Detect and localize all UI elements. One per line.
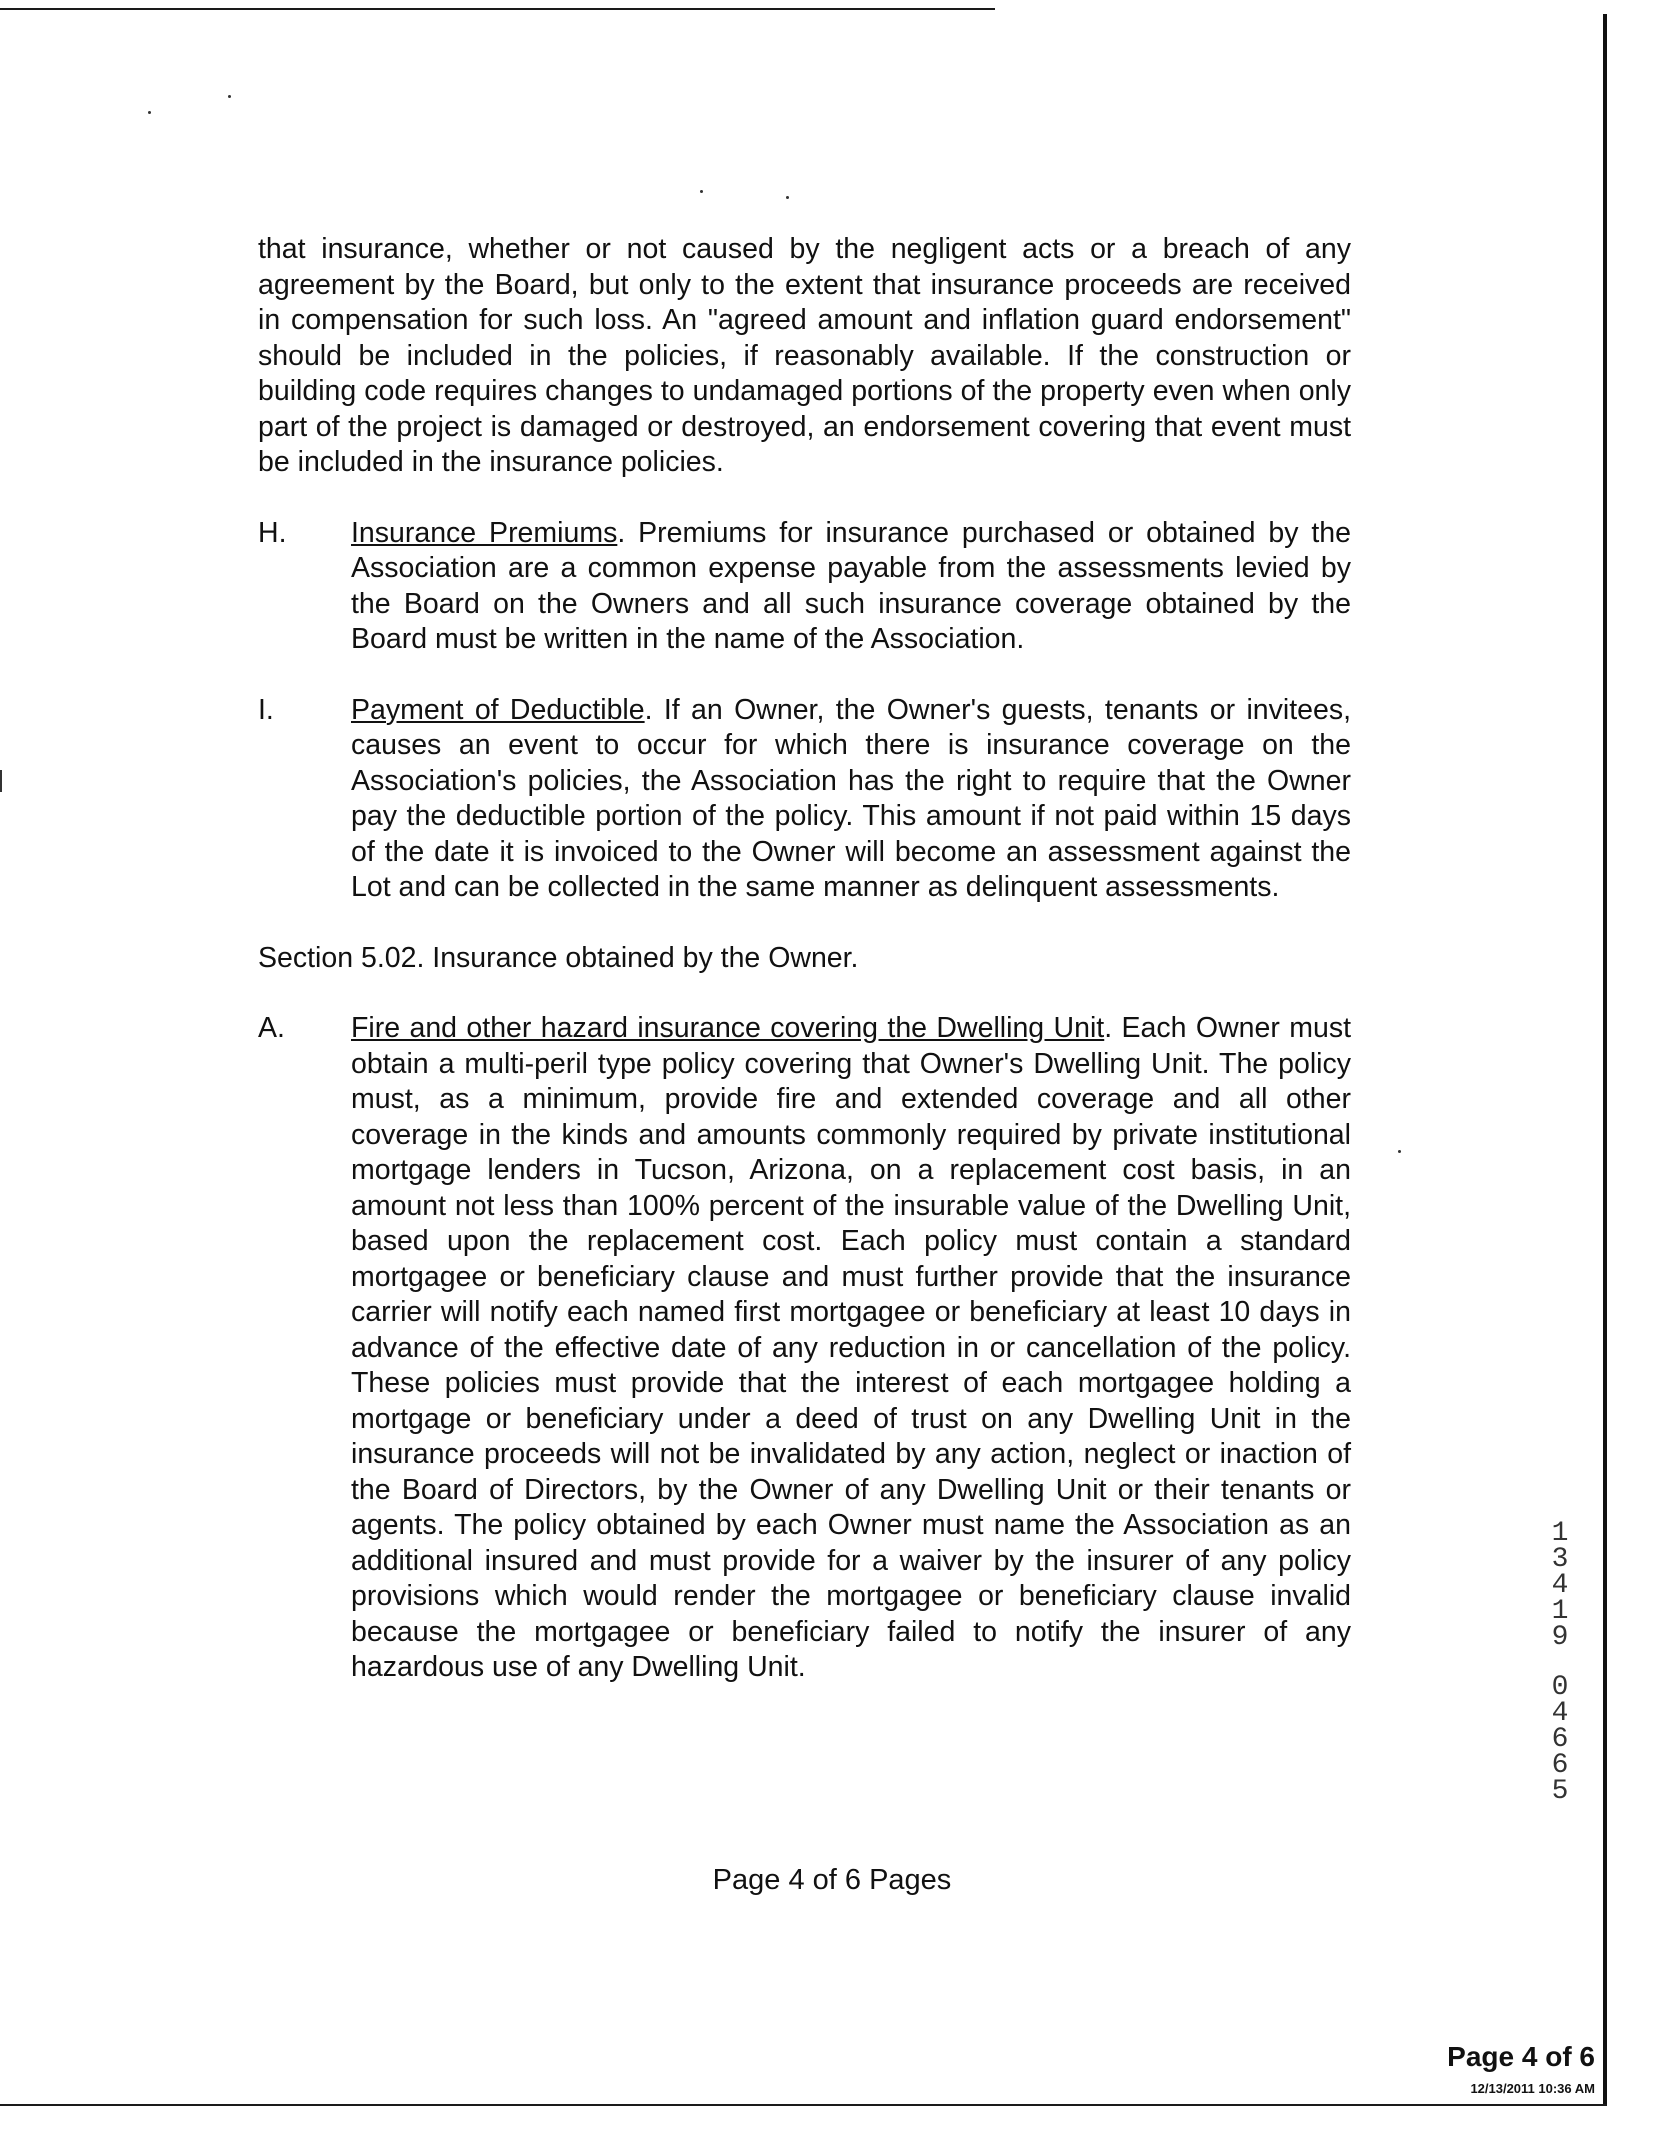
stamp-char: 0 bbox=[1551, 1672, 1569, 1703]
scan-edge-left-mark bbox=[0, 770, 2, 792]
scan-edge-right-rule bbox=[1603, 14, 1607, 2104]
item-a-heading: Fire and other hazard insurance covering the Dwelling Unit bbox=[351, 1012, 1105, 1044]
item-i-text: . If an Owner, the Owner's guests, tenants or invitees, causes an event to occur for which there is insurance coverage on the Association's policies, the Association has the right to require that the Owner pay the deductible portion of the policy. This amount if not paid within 15 days of the date it is invoiced to the Owner will become an assessment against the Lot and can be collected in the same manner as delinquent assessments. bbox=[351, 693, 1351, 903]
item-i-payment-of-deductible bbox=[258, 693, 1351, 906]
item-h-text: . Premiums for insurance purchased or obtained by the Association are a common expense payable from the assessments levied by the Board on the Owners and all such insurance coverage obtained by the Board must be written in the name of the Association. bbox=[351, 516, 1352, 655]
scan-edge-bottom-rule bbox=[0, 2104, 1607, 2106]
scan-speck bbox=[228, 95, 231, 98]
item-a-marker: A. bbox=[258, 1012, 285, 1044]
scan-speck bbox=[148, 111, 151, 114]
section-heading: Section 5.02. Insurance obtained by the Owner. bbox=[258, 941, 859, 974]
item-h-marker: H. bbox=[258, 516, 287, 549]
stamp-char: 1 bbox=[1551, 1596, 1569, 1627]
scan-edge-top-rule bbox=[0, 8, 995, 10]
item-a-text: . Each Owner must obtain a multi-peril type policy covering that Owner's Dwelling Unit. The policy must, as a minimum, provide fire and extended coverage and all other coverage in the kinds and amounts commonly required by private institutional mortgage lenders in Tucson, Arizona, on a replacement cost basis, in an amount not less than 100% percent of the insurable value of the Dwelling Unit, based upon the replacement cost. Each policy must contain a standard mortgagee or beneficiary clause and must further provide that the insurance carrier will notify each named first mortgagee or beneficiary at least 10 days in advance of the effective date of any reduction in or cancellation of the policy. These policies must provide that the interest of each mortgagee holding a mortgage or beneficiary under a deed of trust on any Dwelling Unit in the insurance proceeds will not be invalidated by any action, neglect or inaction of the Board of Directors, by the Owner of any Dwelling Unit or their tenants or agents. The policy obtained by each Owner must name the Association as an additional insured and must provide for a waiver by the insurer of any policy provisions which would render the mortgagee or beneficiary clause invalid because the mortgagee or beneficiary failed to notify the insurer of any hazardous use of any Dwelling Unit. bbox=[351, 1012, 1352, 1683]
stamp-char: 4 bbox=[1551, 1698, 1569, 1729]
stamp-char: 3 bbox=[1551, 1544, 1569, 1575]
item-a-fire-hazard-insurance bbox=[258, 1011, 1351, 1686]
paragraph-continuation: that insurance, whether or not caused by the negligent acts or a breach of any agreement by the Board, but only to the extent that insurance proceeds are received in compensation for such loss. An "agreed amount and inflation guard endorsement" should be included in the policies, if reasonably available. If the construction or building code requires changes to undamaged portions of the property even when only part of the project is damaged or destroyed, an endorsement covering that event must be included in the insurance policies. bbox=[258, 233, 1351, 478]
stamp-char: 5 bbox=[1551, 1776, 1569, 1807]
fax-timestamp: 12/13/2011 10:36 AM bbox=[1470, 2081, 1595, 2096]
item-h-insurance-premiums bbox=[258, 516, 1351, 658]
stamp-char: 4 bbox=[1551, 1570, 1569, 1601]
stamp-char: 6 bbox=[1551, 1724, 1569, 1755]
stamp-char: 6 bbox=[1551, 1750, 1569, 1781]
stamp-char: 9 bbox=[1551, 1622, 1569, 1653]
document-body bbox=[258, 232, 1351, 1686]
fax-page-counter: Page 4 of 6 bbox=[1447, 2041, 1595, 2072]
scan-speck bbox=[700, 190, 703, 193]
page-footer: Page 4 of 6 Pages bbox=[712, 1864, 952, 1896]
item-h-heading: Insurance Premiums bbox=[351, 516, 618, 549]
scan-speck bbox=[786, 196, 789, 199]
item-i-heading: Payment of Deductible bbox=[351, 693, 645, 726]
item-i-marker: I. bbox=[258, 693, 274, 726]
stamp-char: 1 bbox=[1551, 1518, 1569, 1549]
recording-stamp bbox=[1545, 1518, 1575, 1807]
scan-speck bbox=[1398, 1150, 1401, 1153]
